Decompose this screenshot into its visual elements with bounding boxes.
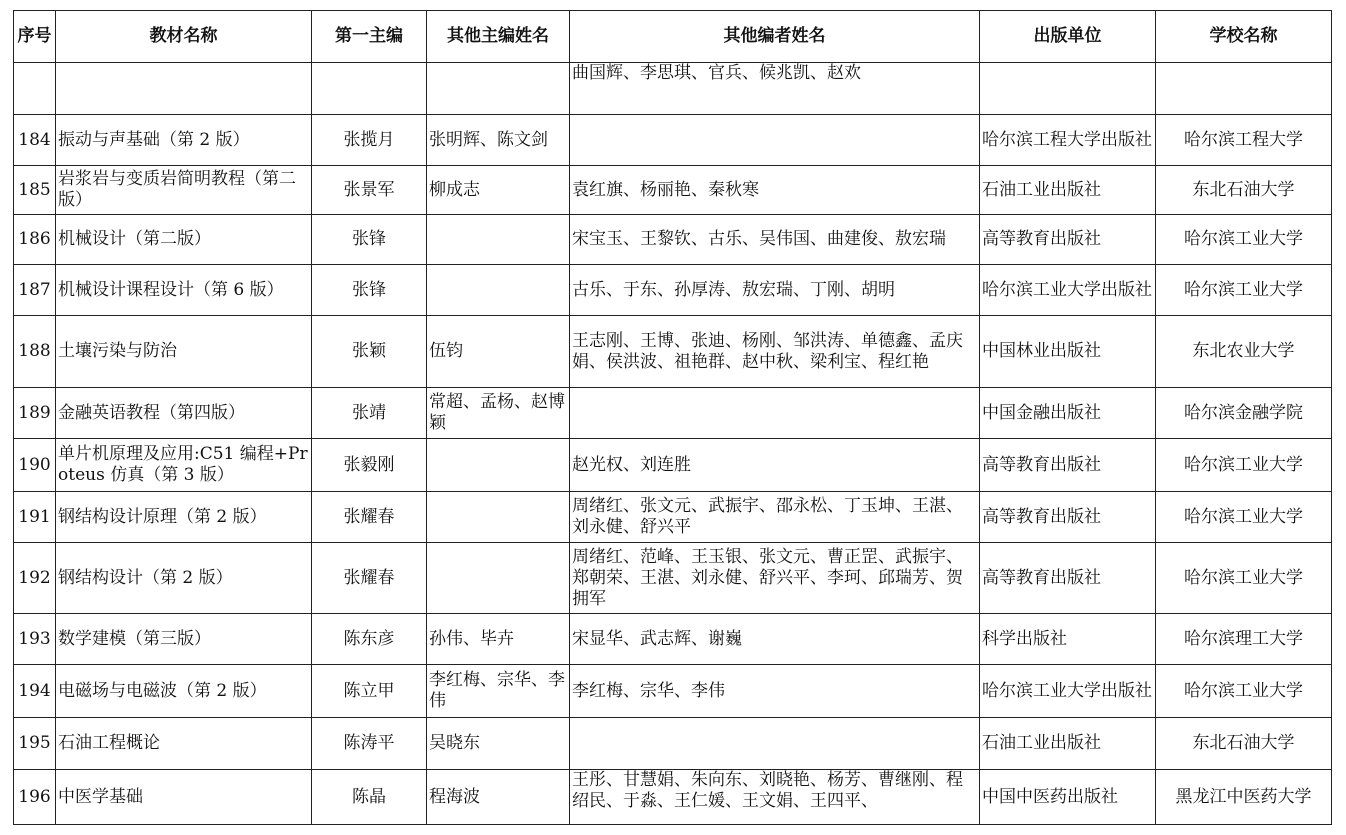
- cell-school: [1156, 63, 1332, 115]
- table-row: [14, 718, 1332, 770]
- cell-school: 东北农业大学: [1156, 316, 1332, 388]
- cell-title: 机械设计（第二版）: [56, 215, 312, 265]
- cell-no: 194: [14, 665, 56, 718]
- cell-publisher: [980, 63, 1156, 115]
- cell-no: 184: [14, 115, 56, 166]
- cell-no: [14, 63, 56, 115]
- cell-other-editors: [570, 115, 980, 166]
- table-row: [14, 770, 1332, 825]
- cell-first-editor: 张靖: [312, 388, 427, 439]
- header-other-chief: 其他主编姓名: [427, 11, 570, 63]
- cell-title: 单片机原理及应用:C51 编程+Proteus 仿真（第 3 版）: [56, 439, 312, 492]
- cell-first-editor: 张毅刚: [312, 439, 427, 492]
- table-row: [14, 265, 1332, 316]
- cell-other-editors: 周绪红、张文元、武振宇、邵永松、丁玉坤、王湛、刘永健、舒兴平: [570, 492, 980, 543]
- cell-school: 哈尔滨金融学院: [1156, 388, 1332, 439]
- cell-school: 哈尔滨工业大学: [1156, 492, 1332, 543]
- header-first-editor: 第一主编: [312, 11, 427, 63]
- cell-other-editors: 宋显华、武志辉、谢巍: [570, 614, 980, 665]
- header-title: 教材名称: [56, 11, 312, 63]
- cell-publisher: 哈尔滨工程大学出版社: [980, 115, 1156, 166]
- cell-other-editors: [570, 718, 980, 770]
- cell-other-editors: 王彤、甘慧娟、朱向东、刘晓艳、杨芳、曹继刚、程绍民、于淼、王仁媛、王文娟、王四平、: [570, 770, 980, 825]
- cell-title: 钢结构设计原理（第 2 版）: [56, 492, 312, 543]
- cell-title: [56, 63, 312, 115]
- cell-title: 土壤污染与防治: [56, 316, 312, 388]
- table-row: [14, 665, 1332, 718]
- cell-publisher: 高等教育出版社: [980, 543, 1156, 614]
- cell-first-editor: 张景军: [312, 166, 427, 215]
- cell-title: 中医学基础: [56, 770, 312, 825]
- cell-school: 哈尔滨理工大学: [1156, 614, 1332, 665]
- cell-title: 振动与声基础（第 2 版）: [56, 115, 312, 166]
- cell-first-editor: 张颖: [312, 316, 427, 388]
- cell-school: 东北石油大学: [1156, 166, 1332, 215]
- cell-no: 187: [14, 265, 56, 316]
- header-row: [14, 11, 1332, 63]
- cell-no: 195: [14, 718, 56, 770]
- cell-other-chief: 常超、孟杨、赵博颖: [427, 388, 570, 439]
- cell-title: 钢结构设计（第 2 版）: [56, 543, 312, 614]
- table-row: [14, 115, 1332, 166]
- cell-no: 193: [14, 614, 56, 665]
- cell-publisher: 中国中医药出版社: [980, 770, 1156, 825]
- table-row: [14, 215, 1332, 265]
- cell-publisher: 中国金融出版社: [980, 388, 1156, 439]
- cell-first-editor: [312, 63, 427, 115]
- cell-no: 189: [14, 388, 56, 439]
- cell-other-chief: 张明辉、陈文剑: [427, 115, 570, 166]
- cell-other-editors: 赵光权、刘连胜: [570, 439, 980, 492]
- cell-other-chief: [427, 543, 570, 614]
- cell-other-chief: 吴晓东: [427, 718, 570, 770]
- cell-other-chief: 程海波: [427, 770, 570, 825]
- table-row: [14, 614, 1332, 665]
- cell-other-editors: 袁红旗、杨丽艳、秦秋寒: [570, 166, 980, 215]
- header-other-editors: 其他编者姓名: [570, 11, 980, 63]
- cell-title: 机械设计课程设计（第 6 版）: [56, 265, 312, 316]
- cell-other-chief: [427, 215, 570, 265]
- cell-first-editor: 张锋: [312, 265, 427, 316]
- cell-first-editor: 陈涛平: [312, 718, 427, 770]
- cell-school: 哈尔滨工业大学: [1156, 665, 1332, 718]
- cell-first-editor: 张耀春: [312, 543, 427, 614]
- cell-first-editor: 陈立甲: [312, 665, 427, 718]
- cell-no: 188: [14, 316, 56, 388]
- cell-other-editors: 古乐、于东、孙厚涛、敖宏瑞、丁刚、胡明: [570, 265, 980, 316]
- header-no: 序号: [14, 11, 56, 63]
- table-row: [14, 439, 1332, 492]
- cell-school: 哈尔滨工程大学: [1156, 115, 1332, 166]
- cell-title: 岩浆岩与变质岩简明教程（第二版）: [56, 166, 312, 215]
- cell-publisher: 石油工业出版社: [980, 166, 1156, 215]
- cell-publisher: 高等教育出版社: [980, 215, 1156, 265]
- cell-no: 190: [14, 439, 56, 492]
- cell-other-chief: 柳成志: [427, 166, 570, 215]
- cell-school: 东北石油大学: [1156, 718, 1332, 770]
- table-row: [14, 63, 1332, 115]
- cell-other-chief: [427, 265, 570, 316]
- cell-publisher: 哈尔滨工业大学出版社: [980, 665, 1156, 718]
- cell-title: 数学建模（第三版）: [56, 614, 312, 665]
- cell-publisher: 中国林业出版社: [980, 316, 1156, 388]
- cell-school: 哈尔滨工业大学: [1156, 215, 1332, 265]
- table-row: [14, 543, 1332, 614]
- cell-other-editors: 王志刚、王博、张迪、杨刚、邹洪涛、单德鑫、孟庆娟、侯洪波、祖艳群、赵中秋、梁利宝、程红艳: [570, 316, 980, 388]
- cell-other-editors: 李红梅、宗华、李伟: [570, 665, 980, 718]
- cell-no: 192: [14, 543, 56, 614]
- cell-school: 哈尔滨工业大学: [1156, 439, 1332, 492]
- cell-publisher: 高等教育出版社: [980, 439, 1156, 492]
- cell-no: 191: [14, 492, 56, 543]
- cell-title: 金融英语教程（第四版）: [56, 388, 312, 439]
- cell-other-chief: 孙伟、毕卉: [427, 614, 570, 665]
- cell-first-editor: 陈东彦: [312, 614, 427, 665]
- textbook-table: [13, 10, 1332, 825]
- cell-first-editor: 陈晶: [312, 770, 427, 825]
- cell-publisher: 哈尔滨工业大学出版社: [980, 265, 1156, 316]
- cell-publisher: 石油工业出版社: [980, 718, 1156, 770]
- cell-other-chief: [427, 492, 570, 543]
- cell-first-editor: 张锋: [312, 215, 427, 265]
- cell-other-editors: 曲国辉、李思琪、官兵、候兆凯、赵欢: [570, 63, 980, 115]
- cell-first-editor: 张耀春: [312, 492, 427, 543]
- cell-other-chief: [427, 439, 570, 492]
- cell-school: 哈尔滨工业大学: [1156, 265, 1332, 316]
- cell-title: 石油工程概论: [56, 718, 312, 770]
- cell-no: 186: [14, 215, 56, 265]
- cell-first-editor: 张揽月: [312, 115, 427, 166]
- cell-publisher: 高等教育出版社: [980, 492, 1156, 543]
- cell-other-editors: [570, 388, 980, 439]
- cell-school: 黑龙江中医药大学: [1156, 770, 1332, 825]
- cell-other-chief: 李红梅、宗华、李伟: [427, 665, 570, 718]
- cell-other-chief: [427, 63, 570, 115]
- cell-no: 185: [14, 166, 56, 215]
- cell-no: 196: [14, 770, 56, 825]
- cell-school: 哈尔滨工业大学: [1156, 543, 1332, 614]
- cell-title: 电磁场与电磁波（第 2 版）: [56, 665, 312, 718]
- table-row: [14, 166, 1332, 215]
- header-publisher: 出版单位: [980, 11, 1156, 63]
- cell-other-chief: 伍钧: [427, 316, 570, 388]
- cell-other-editors: 宋宝玉、王黎钦、古乐、吴伟国、曲建俊、敖宏瑞: [570, 215, 980, 265]
- table-row: [14, 492, 1332, 543]
- header-school: 学校名称: [1156, 11, 1332, 63]
- cell-publisher: 科学出版社: [980, 614, 1156, 665]
- table-row: [14, 388, 1332, 439]
- cell-other-editors: 周绪红、范峰、王玉银、张文元、曹正罡、武振宇、郑朝荣、王湛、刘永健、舒兴平、李珂、邱瑞芳、贺拥军: [570, 543, 980, 614]
- table-row: [14, 316, 1332, 388]
